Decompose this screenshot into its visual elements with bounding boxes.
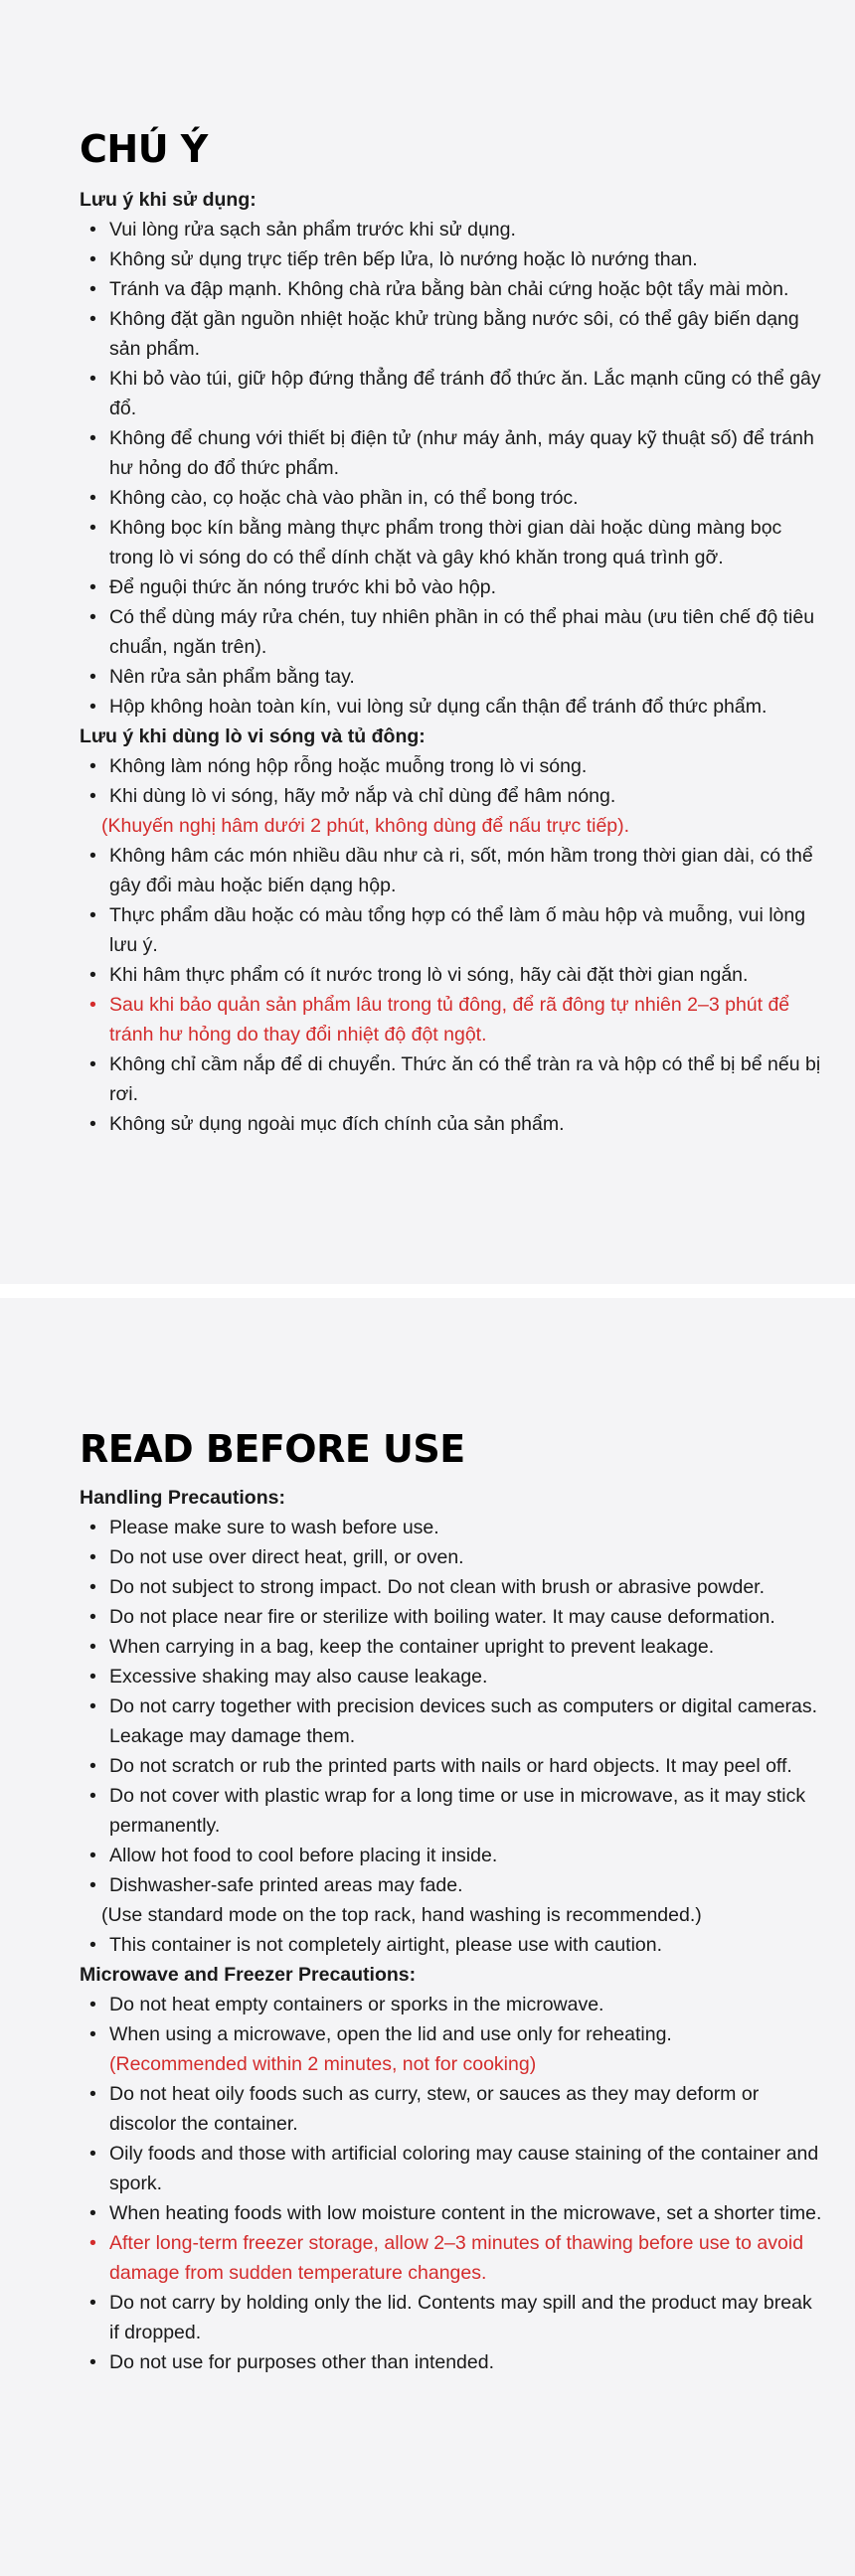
list-item: • Please make sure to wash before use.: [80, 1513, 825, 1542]
section-heading: Lưu ý khi sử dụng:: [80, 189, 256, 211]
english-panel: [0, 1298, 855, 2576]
list-item: • Không để chung với thiết bị điện tử (như máy ảnh, máy quay kỹ thuật số) để tránh hư hỏng do đổ thức phẩm.: [80, 423, 825, 483]
list-item: • Không sử dụng ngoài mục đích chính của sản phẩm.: [80, 1109, 825, 1139]
precautions-content: [80, 1483, 825, 2377]
list-item: • Khi dùng lò vi sóng, hãy mở nắp và chỉ dùng để hâm nóng.: [80, 781, 825, 811]
list-item: • Do not use over direct heat, grill, or oven.: [80, 1542, 825, 1572]
page-title: READ BEFORE USE: [80, 1427, 465, 1471]
section-heading: Microwave and Freezer Precautions:: [80, 1964, 417, 1986]
list-note: (Khuyến nghị hâm dưới 2 phút, không dùng để nấu trực tiếp).: [101, 815, 630, 837]
precaution-list: [80, 1513, 825, 1960]
list-item: • This container is not completely airtight, please use with caution.: [80, 1930, 825, 1960]
list-item: • Không bọc kín bằng màng thực phẩm trong thời gian dài hoặc dùng màng bọc trong lò vi sóng do có thể dính chặt và gây khó khăn trong quá trình gỡ.: [80, 513, 825, 572]
list-item: • Có thể dùng máy rửa chén, tuy nhiên phần in có thể phai màu (ưu tiên chế độ tiêu chuẩn, ngăn trên).: [80, 602, 825, 662]
precautions-content: [80, 185, 825, 1139]
list-item: • Do not carry together with precision devices such as computers or digital cameras. Leakage may damage them.: [80, 1691, 825, 1751]
list-item: • Không cào, cọ hoặc chà vào phần in, có thể bong tróc.: [80, 483, 825, 513]
list-item: • Không chỉ cầm nắp để di chuyển. Thức ăn có thể tràn ra và hộp có thể bị bể nếu bị rơi.: [80, 1049, 825, 1109]
list-item: • Do not heat oily foods such as curry, stew, or sauces as they may deform or discolor the container.: [80, 2079, 825, 2139]
list-item: • Tránh va đập mạnh. Không chà rửa bằng bàn chải cứng hoặc bột tẩy mài mòn.: [80, 274, 825, 304]
list-item: • Không hâm các món nhiều dầu như cà ri, sốt, món hầm trong thời gian dài, có thể gây đổi màu hoặc biến dạng hộp.: [80, 841, 825, 900]
page-title: CHÚ Ý: [80, 127, 208, 171]
list-item: • Để nguội thức ăn nóng trước khi bỏ vào hộp.: [80, 572, 825, 602]
list-item: • Vui lòng rửa sạch sản phẩm trước khi sử dụng.: [80, 215, 825, 244]
list-item: • Không sử dụng trực tiếp trên bếp lửa, lò nướng hoặc lò nướng than.: [80, 244, 825, 274]
list-item: • Oily foods and those with artificial coloring may cause staining of the container and spork.: [80, 2139, 825, 2198]
section-heading: Lưu ý khi dùng lò vi sóng và tủ đông:: [80, 725, 426, 747]
vietnamese-panel: [0, 0, 855, 1284]
list-item: • Do not heat empty containers or sporks in the microwave.: [80, 1990, 825, 2019]
list-item: • Allow hot food to cool before placing it inside.: [80, 1841, 825, 1870]
list-item: • Khi hâm thực phẩm có ít nước trong lò vi sóng, hãy cài đặt thời gian ngắn.: [80, 960, 825, 990]
list-item: • When heating foods with low moisture content in the microwave, set a shorter time.: [80, 2198, 825, 2228]
list-item: • Excessive shaking may also cause leakage.: [80, 1662, 825, 1691]
list-item: • Hộp không hoàn toàn kín, vui lòng sử dụng cẩn thận để tránh đổ thức phẩm.: [80, 692, 825, 722]
list-item: • Do not use for purposes other than intended.: [80, 2347, 825, 2377]
list-item: • Nên rửa sản phẩm bằng tay.: [80, 662, 825, 692]
precaution-list: [80, 1990, 825, 2377]
list-item: • Do not scratch or rub the printed parts with nails or hard objects. It may peel off.: [80, 1751, 825, 1781]
list-item: • Do not cover with plastic wrap for a long time or use in microwave, as it may stick permanently.: [80, 1781, 825, 1841]
list-item: • Dishwasher-safe printed areas may fade.: [80, 1870, 825, 1900]
list-item: • Khi bỏ vào túi, giữ hộp đứng thẳng để tránh đổ thức ăn. Lắc mạnh cũng có thể gây đổ.: [80, 364, 825, 423]
list-item: • Do not carry by holding only the lid. Contents may spill and the product may break if dropped.: [80, 2288, 825, 2347]
list-note: (Use standard mode on the top rack, hand washing is recommended.): [101, 1904, 702, 1926]
list-item: • Sau khi bảo quản sản phẩm lâu trong tủ đông, để rã đông tự nhiên 2–3 phút để tránh hư hỏng do thay đổi nhiệt độ đột ngột.: [80, 990, 825, 1049]
list-item: • Do not place near fire or sterilize with boiling water. It may cause deformation.: [80, 1602, 825, 1632]
list-item: • Không làm nóng hộp rỗng hoặc muỗng trong lò vi sóng.: [80, 751, 825, 781]
list-item: • When carrying in a bag, keep the container upright to prevent leakage.: [80, 1632, 825, 1662]
list-item: • After long-term freezer storage, allow 2–3 minutes of thawing before use to avoid damage from sudden temperature changes.: [80, 2228, 825, 2288]
precaution-list: [80, 751, 825, 1139]
list-item: • Do not subject to strong impact. Do not clean with brush or abrasive powder.: [80, 1572, 825, 1602]
section-heading: Handling Precautions:: [80, 1487, 285, 1509]
list-item: • Không đặt gần nguồn nhiệt hoặc khử trùng bằng nước sôi, có thể gây biến dạng sản phẩm.: [80, 304, 825, 364]
list-note: (Recommended within 2 minutes, not for cooking): [109, 2053, 537, 2075]
precaution-list: [80, 215, 825, 722]
list-item: • Thực phẩm dầu hoặc có màu tổng hợp có thể làm ố màu hộp và muỗng, vui lòng lưu ý.: [80, 900, 825, 960]
list-item: • When using a microwave, open the lid and use only for reheating.: [80, 2019, 825, 2049]
